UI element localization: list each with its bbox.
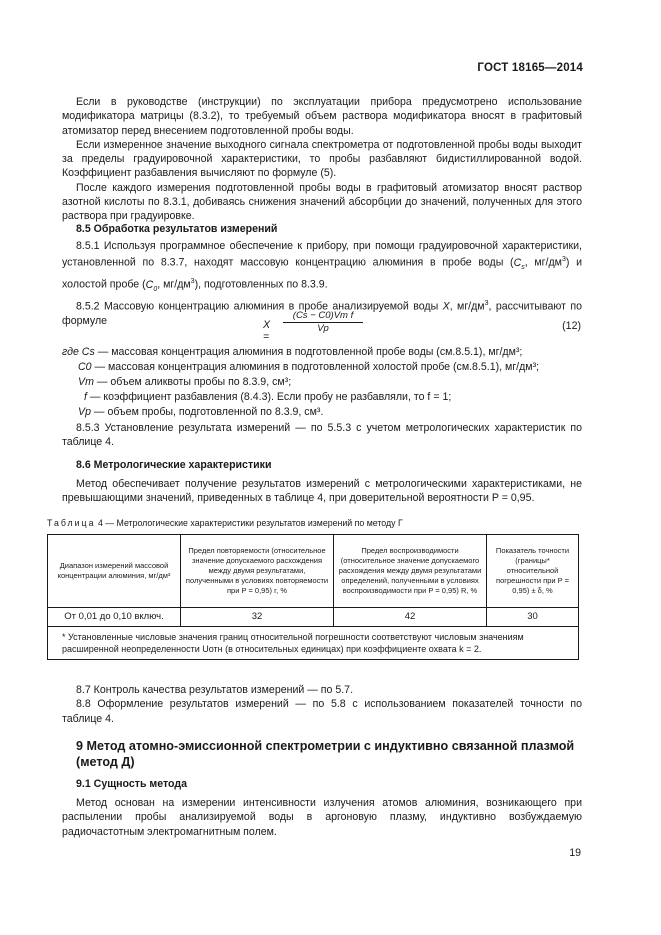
paragraph: 8.8 Оформление результатов измерений — по 5.8 с использованием показателей точности по таблице 4. <box>62 698 582 725</box>
table-cell: 42 <box>334 608 487 627</box>
section-heading: 9.1 Сущность метода <box>76 778 188 790</box>
metrology-table <box>47 534 579 660</box>
definition-row <box>78 405 323 419</box>
caption-text: 4 — Метрологические характеристики результатов измерений по методу Г <box>95 518 403 528</box>
symbol-c0: $C_0$ <box>145 278 158 293</box>
formula-numerator: (Cs − C0)Vm f <box>283 310 363 323</box>
paragraph: 8.7 Контроль качества результатов измерений — по 5.7. <box>76 684 354 696</box>
text-span: , мг/дм <box>449 300 485 313</box>
definition-text: — объем пробы, подготовленной по 8.3.9, см³. <box>90 406 324 418</box>
section-heading: 8.5 Обработка результатов измерений <box>76 223 278 235</box>
paragraph: Если измеренное значение выходного сигнала спектрометра от подготовленной пробы воды выходит за пределы градуировочной характеристики, то пробы разбавляют бидистиллированной водой. Коэффициент разбавления вычисляют по формуле (5). <box>62 138 582 180</box>
table-cell: 30 <box>487 608 579 627</box>
paragraph-8-5-3: 8.5.3 Установление результата измерений — по 5.5.3 с учетом метрологических характеристик по таблице 4. <box>62 422 582 449</box>
superscript: 3 <box>484 300 489 308</box>
superscript: 3 <box>561 256 566 264</box>
caption-word: Таблица <box>47 518 96 528</box>
table-footnote: * Установленные числовые значения границ относительной погрешности соответствуют числовым значениям расширенной неопределенности Uотн (в относительных единицах) при коэффициенте охвата k = 2. <box>48 627 579 660</box>
section-8-7-text <box>62 683 582 726</box>
definition-text: — коэффициент разбавления (8.4.3). Если пробу не разбавляли, то f = 1; <box>86 391 452 403</box>
standard-header: ГОСТ 18165—2014 <box>477 62 583 74</box>
paragraph: Метод основан на измерении интенсивности излучения атомов алюминия, возникающего при распылении пробы анализируемой воды в аргоновую плазму, индуктивно возбуждаемую радиочастотным электромагнитным полем. <box>62 797 582 838</box>
paragraph-8-5-3-block <box>62 421 582 450</box>
page-number: 19 <box>569 847 581 859</box>
chapter-heading: 9 Метод атомно-эмиссионной спектрометрии с индуктивно связанной плазмой (метод Д) <box>76 739 575 769</box>
definition-row <box>62 345 522 359</box>
definition-row <box>78 360 539 374</box>
table-caption <box>47 518 403 528</box>
table-cell: От 0,01 до 0,10 включ. <box>48 608 181 627</box>
definition-text: — массовая концентрация алюминия в подготовленной пробе воды (см.8.5.1), мг/дм³; <box>94 346 523 358</box>
table-header-cell: Показатель точности (границы* относительной погрешности при P = 0,95) ± δ, % <box>487 535 579 608</box>
section-heading: 8.6 Метрологические характеристики <box>76 459 272 471</box>
table-row <box>48 608 579 627</box>
text-span: , мг/дм <box>157 278 191 291</box>
table-header-cell: Предел воспроизводимости (относительное значение допускаемого расхождения между двумя результатами определений, полученными в условиях воспроизводимости при P = 0,95) R, % <box>334 535 487 608</box>
symbol-cs: $C_s$ <box>513 256 525 271</box>
formula-denominator: Vp <box>317 323 329 334</box>
text-span: , рассчитывают по формуле <box>62 300 582 327</box>
definition-row <box>84 390 451 404</box>
paragraph-8-5-1 <box>62 239 582 297</box>
text-span: , мг/дм <box>524 256 562 269</box>
section-9-1-text <box>62 796 582 839</box>
table-header-row <box>48 535 579 608</box>
table-cell: 32 <box>181 608 334 627</box>
section-8-6-text <box>62 477 582 506</box>
table-header-cell: Предел повторяемости (относительное значение допускаемого расхождения между двумя результатами, полученными в условиях повторяемости при P = 0,95) r, % <box>181 535 334 608</box>
text-span: 8.5.1 Используя программное обеспечение к прибору, при помощи градуировочной характеристики, установленной по 8.3.7, находят массовую концентрацию алюминия в пробе воды ( <box>62 240 582 269</box>
text-span: 8.5.2 Массовую концентрацию алюминия в пробе анализируемой воды <box>76 300 443 313</box>
text-span: ) и холостой пробе ( <box>62 256 582 291</box>
symbol-x: X <box>442 300 450 313</box>
paragraph: После каждого измерения подготовленной пробы воды в графитовый атомизатор вносят раствор азотной кислоты по 8.3.1, добиваясь снижения значений абсорбции до значений, полученных для этого раствора при градуировке. <box>62 181 582 223</box>
intro-block <box>62 95 582 224</box>
formula-lhs: X = <box>263 319 271 343</box>
paragraph: Если в руководстве (инструкции) по эксплуатации прибора предусмотрено использование модификатора матрицы (8.3.2), то требуемый объем раствора модификатора вносят в графитовый атомизатор перед внесением подготовленной пробы воды. <box>62 96 582 137</box>
paragraph: Метод обеспечивает получение результатов измерений с метрологическими характеристиками, не превышающими значений, приведенных в таблице 4, при доверительной вероятности P = 0,95. <box>62 478 582 505</box>
definition-text: — массовая концентрация алюминия в подготовленной холостой пробе (см.8.5.1), мг/дм³; <box>91 361 540 373</box>
definition-text: — объем аликвоты пробы по 8.3.9, см³; <box>93 376 292 388</box>
formula-fraction <box>283 310 363 334</box>
definition-symbol: где Cs <box>62 346 95 358</box>
superscript: 3 <box>190 278 195 286</box>
definition-symbol: f <box>84 391 87 403</box>
definition-row <box>78 375 291 389</box>
text-span: ), подготовленных по 8.3.9. <box>194 278 328 291</box>
definition-symbol: Vm <box>78 376 94 388</box>
formula-number: (12) <box>562 320 581 332</box>
table-header-cell: Диапазон измерений массовой концентрации алюминия, мг/дм³ <box>48 535 181 608</box>
table-footnote-row <box>48 627 579 660</box>
definition-symbol: C0 <box>78 361 92 373</box>
definition-symbol: Vp <box>78 406 91 418</box>
